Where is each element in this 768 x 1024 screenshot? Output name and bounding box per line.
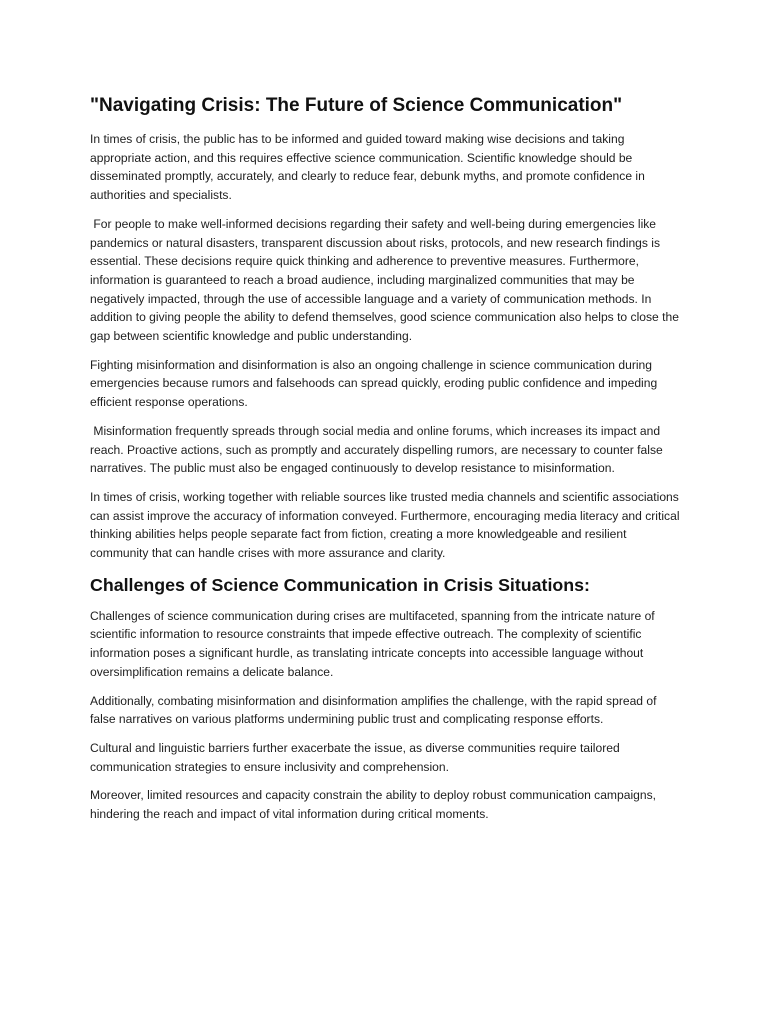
- section-paragraph-3: Cultural and linguistic barriers further exacerbate the issue, as diverse communities require tailored communication strategies to ensure inclusivity and comprehension.: [90, 740, 624, 774]
- section-paragraph-1: Challenges of science communication during crises are multifaceted, spanning from the intricate nature of scientific information to resource constraints that impede effective outreach. The complexity of scientific information poses a significant hurdle, as translating intricate concepts into accessible language without oversimplification remains a delicate balance.: [90, 608, 659, 679]
- section-paragraph-2: Additionally, combating misinformation and disinformation amplifies the challenge, with the rapid spread of false narratives on various platforms undermining public trust and complicating response efforts.: [90, 693, 660, 727]
- section-heading: Challenges of Science Communication in Crisis Situations:: [90, 574, 590, 595]
- section-paragraph-4: Moreover, limited resources and capacity constrain the ability to deploy robust communication campaigns, hindering the reach and impact of vital information during critical moments.: [90, 788, 660, 822]
- intro-paragraph-3: Fighting misinformation and disinformation is also an ongoing challenge in science communication during emergencies because rumors and falsehoods can spread quickly, eroding public confidence and impeding efficient response operations.: [90, 357, 661, 410]
- intro-paragraph-5: In times of crisis, working together with reliable sources like trusted media channels and scientific associations can assist improve the accuracy of information conveyed. Furthermore, encouraging media literacy and critical thinking abilities helps people separate fact from fiction, creating a more knowledgeable and resilient community that can handle crises with more assurance and clarity.: [90, 489, 683, 561]
- intro-paragraph-4: Misinformation frequently spreads through social media and online forums, which increases its impact and reach. Proactive actions, such as promptly and accurately dispelling rumors, are necessary to counter false narratives. The public must also be engaged continuously to develop resistance to misinformation.: [90, 423, 667, 476]
- intro-paragraph-1: In times of crisis, the public has to be informed and guided toward making wise decisions and taking appropriate action, and this requires effective science communication. Scientific knowledge should be disseminated promptly, accurately, and clearly to reduce fear, debunk myths, and promote confidence in authorities and specialists.: [90, 132, 649, 203]
- document-title: "Navigating Crisis: The Future of Science Communication": [90, 95, 623, 116]
- intro-paragraph-2: For people to make well-informed decisions regarding their safety and well-being during emergencies like pandemics or natural disasters, transparent discussion about risks, protocols, and new research findings is essential. These decisions require quick thinking and adherence to preventive measures. Furthermore, information is guaranteed to reach a broad audience, including marginalized communities that may be negatively impacted, through the use of accessible language and a variety of communication methods. In addition to giving people the ability to defend themselves, good science communication also helps to close the gap between scientific knowledge and public understanding.: [90, 216, 683, 344]
